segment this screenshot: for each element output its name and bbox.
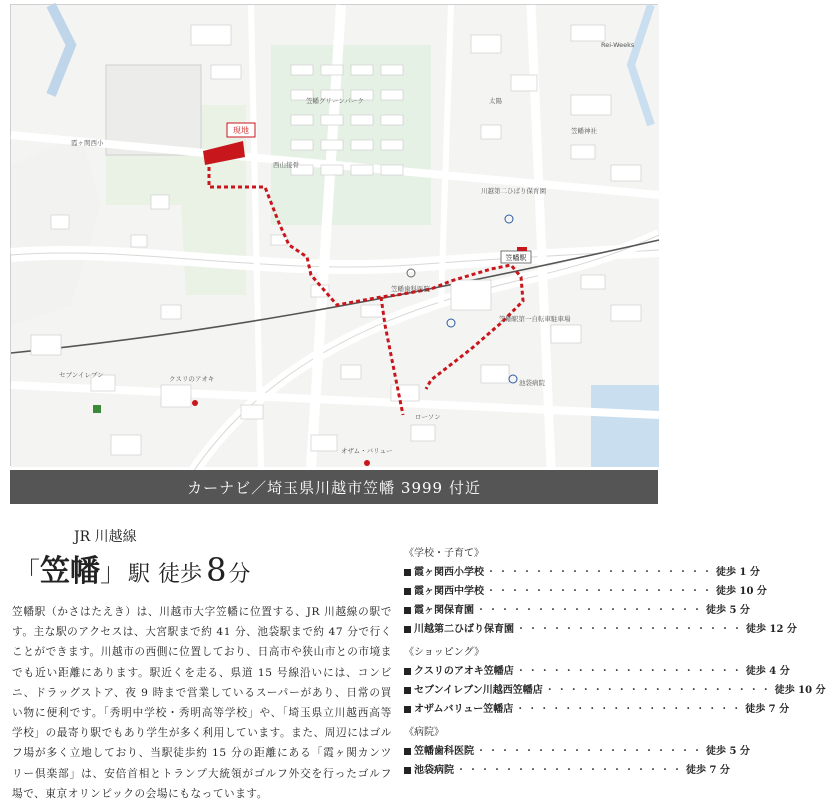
nearby-facilities <box>404 544 826 780</box>
car-navi-address: カーナビ／埼玉県川越市笠幡 3999 付近 <box>187 478 481 497</box>
map-label: セブンイレブン <box>59 371 104 379</box>
leader-dots: ・・・・・・・・・・・・・・・・・・・ <box>476 605 704 616</box>
bracket-close: 」 <box>100 558 127 588</box>
map-label: 笠幡駅第一自転車駐車場 <box>499 315 571 323</box>
map-label: クスリのアオキ <box>169 375 215 383</box>
map-graphic <box>11 5 659 467</box>
leader-dots: ・・・・・・・・・・・・・・・・・・・ <box>515 704 744 715</box>
station-suffix: 駅 <box>128 562 151 587</box>
facility-item <box>404 620 797 639</box>
station-label: 笠幡駅 <box>505 254 527 262</box>
facility-name: 霞ヶ関保育園 <box>414 605 474 616</box>
square-bullet-icon <box>404 588 411 595</box>
facility-walk-time: 徒歩 7 分 <box>686 765 730 776</box>
shop-icon <box>364 460 370 466</box>
map-label: 笠幡歯科医院 <box>391 285 430 293</box>
leader-dots: ・・・・・・・・・・・・・・・・・・・ <box>456 765 684 776</box>
shop-icon <box>192 400 198 406</box>
bracket-open: 「 <box>14 558 41 588</box>
map-label: 笠幡グリーンパーク <box>306 97 364 105</box>
leader-dots: ・・・・・・・・・・・・・・・・・・・ <box>476 746 704 757</box>
facility-item <box>404 742 750 761</box>
facility-item <box>404 582 767 601</box>
facility-category-title: 《病院》 <box>404 727 444 738</box>
facility-item <box>404 700 790 719</box>
map-label: オザム・バリュー <box>341 447 393 455</box>
map-label: ローソン <box>415 413 441 421</box>
facility-walk-time: 徒歩 4 分 <box>745 666 790 677</box>
square-bullet-icon <box>404 569 411 576</box>
facility-name: オザムバリュー笠幡店 <box>414 704 514 715</box>
map-label: 霞ヶ関西小 <box>71 139 104 147</box>
facility-item <box>404 681 826 700</box>
facility-walk-time: 徒歩 10 分 <box>774 685 826 696</box>
square-bullet-icon <box>404 607 411 614</box>
facility-name: セブンイレブン川越西笠幡店 <box>414 685 543 696</box>
station-description: 笠幡駅（かさはたえき）は、川越市大字笠幡に位置する、JR 川越線の駅です。主な駅のアクセスは、大宮駅まで約 41 分、池袋駅まで約 47 分で行くことができます。川越市の西側に位置しており、日高市や狭山市との市境までも近い距離にあります。駅近くを走る、県道 15 号線沿いには、コンビニ、ドラッグストア、夜 9 時まで営業しているスーパーがあり、日常の買い物に便利です。「秀明中学校・秀明高等学校」や、「埼玉県立川越西高等学校」の最寄り駅でもあり学生が多く利用しています。また、周辺にはゴルフ場が多く立地しており、当駅徒歩約 15 分の距離にある「霞ヶ関カンツリー倶楽部」は、安倍首相とトランプ大統領がゴルフ外交を行ったゴルフ場で、東京オリンピックの会場にもなっています。 <box>12 606 392 800</box>
facility-walk-time: 徒歩 7 分 <box>745 704 790 715</box>
facility-category-title: 《ショッピング》 <box>404 647 485 658</box>
station-name: 笠幡 <box>40 554 101 589</box>
facility-category-title: 《学校・子育て》 <box>404 548 484 559</box>
square-bullet-icon <box>404 748 411 755</box>
facility-walk-time: 徒歩 5 分 <box>706 605 750 616</box>
facility-walk-time: 徒歩 1 分 <box>716 567 760 578</box>
facility-item <box>404 662 790 681</box>
walk-minutes: 8 <box>206 551 227 589</box>
station-marker <box>517 247 527 251</box>
facility-walk-time: 徒歩 10 分 <box>716 586 767 597</box>
walk-label: 徒歩 <box>158 562 203 587</box>
line-name: JR 川越線 <box>74 529 137 545</box>
leader-dots: ・・・・・・・・・・・・・・・・・・・ <box>516 624 744 635</box>
map-label: 池袋病院 <box>519 379 545 387</box>
leader-dots: ・・・・・・・・・・・・・・・・・・・ <box>544 685 773 696</box>
leader-dots: ・・・・・・・・・・・・・・・・・・・ <box>515 666 744 677</box>
square-bullet-icon <box>404 668 411 675</box>
facility-name: 池袋病院 <box>414 765 454 776</box>
facility-name: クスリのアオキ笠幡店 <box>414 666 514 677</box>
square-bullet-icon <box>404 687 411 694</box>
facility-item <box>404 761 730 780</box>
facility-walk-time: 徒歩 12 分 <box>746 624 797 635</box>
map-label: 笠幡神社 <box>571 127 597 135</box>
facility-name: 霞ヶ関西小学校 <box>414 567 484 578</box>
car-navi-address-bar <box>10 470 658 504</box>
facility-walk-time: 徒歩 5 分 <box>706 746 750 757</box>
facility-name: 川越第二ひばり保育園 <box>414 624 514 635</box>
square-bullet-icon <box>404 706 411 713</box>
square-bullet-icon <box>404 767 411 774</box>
minutes-unit: 分 <box>228 562 251 587</box>
convenience-store-icon <box>93 405 101 413</box>
facility-item <box>404 563 760 582</box>
facility-item <box>404 601 750 620</box>
facility-name: 笠幡歯科医院 <box>414 746 474 757</box>
pond <box>591 385 659 467</box>
leader-dots: ・・・・・・・・・・・・・・・・・・・ <box>486 586 714 597</box>
map-label: 川越第二ひばり保育園 <box>481 187 546 195</box>
area-map[interactable] <box>10 4 658 466</box>
station-headline <box>14 546 250 590</box>
site-label: 現地 <box>233 126 249 135</box>
map-label: 太陽 <box>489 97 502 105</box>
map-label: 西山接骨 <box>273 161 299 169</box>
square-bullet-icon <box>404 626 411 633</box>
leader-dots: ・・・・・・・・・・・・・・・・・・・ <box>486 567 714 578</box>
facility-name: 霞ヶ関西中学校 <box>414 586 484 597</box>
map-label: Rei-Weeks <box>601 41 635 49</box>
